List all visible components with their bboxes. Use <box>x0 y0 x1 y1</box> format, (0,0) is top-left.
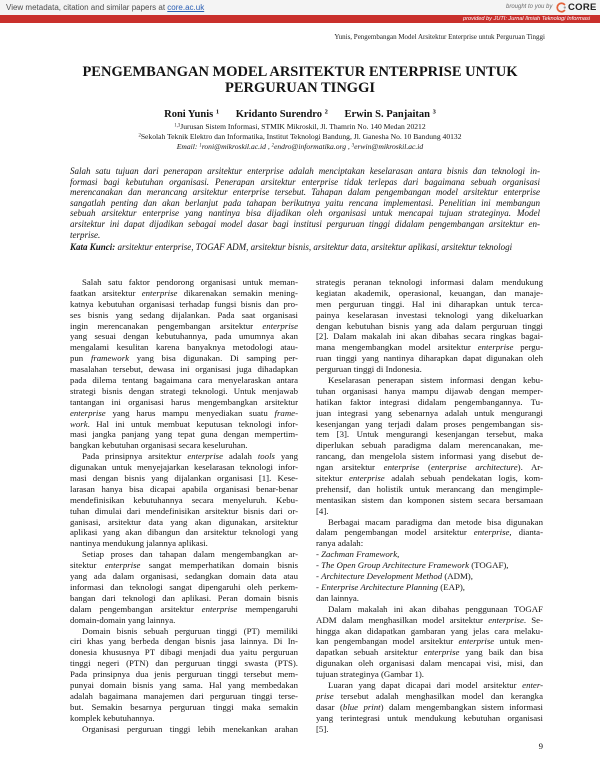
text-line: ADM dalam menghasilkan model arsitektur enterprise. Se- <box>316 614 543 625</box>
list-item: - Architecture Development Method (ADM), <box>316 571 473 582</box>
list-item: - Zachman Framework, <box>316 549 400 560</box>
paragraph <box>316 604 543 680</box>
paragraph <box>316 517 543 550</box>
core-logo-icon[interactable] <box>556 2 567 13</box>
abstract <box>70 166 540 240</box>
paragraph <box>70 626 298 724</box>
paper-title <box>0 64 600 96</box>
list-item: - The Open Group Architecture Framework (TOGAF), <box>316 560 509 571</box>
affiliation <box>0 122 600 132</box>
paragraph <box>316 375 543 517</box>
italic-term: enterprise <box>473 527 510 538</box>
author-name: Erwin S. Panjaitan <box>344 109 430 120</box>
provider-bar <box>0 15 600 23</box>
text-line: ciri khas yang berbeda dengan bisnis jasa lainnya. Di In- <box>70 636 298 647</box>
text-line: hatikan faktor integrasi didalam pengembangannya. Tu- <box>316 396 543 407</box>
abstract-line: sangatlah penting dan akan berlanjut pada tahapan berikutnya yaitu rencana implementasi. Penelitian ini membangun <box>70 197 540 208</box>
email-address: roni@mikroskil.ac.id <box>201 142 266 151</box>
text-line: men perguruan tinggi. Hal ini diharapkan untuk terca- <box>316 298 543 309</box>
text-line: dapatkan sebuah arsitektur enterprise yang baik dan bisa <box>316 647 543 658</box>
text-line: mana mengembangkan model arsitektur enterprise pergu- <box>316 342 543 353</box>
italic-term: Enterprise Architecture Planning <box>321 581 439 592</box>
text-line: dan lainnya. <box>316 592 359 603</box>
text-line: masi jangka panjang yang tepat guna dengan mempertim- <box>70 429 298 440</box>
text-line: Dalam makalah ini akan dibahas penggunaan TOGAF <box>328 603 543 614</box>
provider-text[interactable]: provided by JUTI: Jurnal Ilmiah Teknologi Informasi <box>463 16 590 22</box>
text-line: masalahan tersebut, dewasa ini organisasi juga dihadapkan <box>70 364 298 375</box>
email-mark: 1 <box>199 143 202 149</box>
text-line: bangkan kebutuhan organisasi secara keseluruhan. <box>70 440 248 451</box>
text-line: dasar (blue print) dalam mengembangkan sistem informasi <box>316 701 543 712</box>
italic-term: enterprise <box>349 473 385 484</box>
paragraph <box>316 593 543 604</box>
text-line: Berbagai macam paradigma dan metode bisa digunakan <box>328 516 543 527</box>
text-line: [2]. Dalam makalah ini akan dibahas secara ringkas bagai- <box>316 331 543 342</box>
author <box>236 109 328 120</box>
italic-term: prise <box>316 690 334 701</box>
text-line: informasi dan teknologi sangat dipengaruhi oleh perkem- <box>70 581 298 592</box>
text-line: [5]. <box>316 723 329 734</box>
abstract-line: merencanakan dan merancang arsitektur enterprise tersebut. Tahapan dalam pengembangan model arsitektur enterprise <box>70 187 540 198</box>
text-line: Luaran yang dapat dicapai dari model arsitektur enter- <box>328 679 543 690</box>
text-line: ingin merencanakan pengembangan arsitektur enterprise <box>70 320 298 331</box>
core-view-label: View metadata, citation and similar papers at <box>6 3 168 12</box>
text-line: Domain bisnis sebuah perguruan tinggi (PT) memiliki <box>82 625 298 636</box>
author <box>345 109 436 120</box>
affiliation-text: Sekolah Teknik Elektro dan Informatika, Institut Teknologi Bandung, Jl. Ganesha No. 10 Bandung 40132 <box>140 132 462 141</box>
affiliation <box>0 132 600 142</box>
text-line: Organisasi perguruan tinggi lebih menekankan arahan <box>82 723 298 734</box>
text-line: ganisasi, arsitektur data yang akan digunakan, arsitektur <box>70 516 298 527</box>
running-header: Yunis, Pengembangan Model Arsitektur Enterprise untuk Perguruan Tinggi <box>334 33 545 41</box>
email-address: endro@informatika.org <box>273 142 347 151</box>
paragraph <box>316 277 543 375</box>
italic-term: enterprise <box>141 287 178 298</box>
text-line: digunakan untuk menyejajarkan keselarasan teknologi infor- <box>70 462 298 473</box>
text-line: diperlukan sebuah paradigma dalam merencanakan, me- <box>316 440 543 451</box>
italic-term: work <box>70 418 88 429</box>
text-line: masi dengan bisnis yang dijalankan organisasi [1]. Kese- <box>70 473 298 484</box>
text-line: tuhan dimulai dari mendefinisikan arsitektur bisnis dari or- <box>70 505 298 516</box>
text-line: yang ada dalam organisasi, sedangkan domain data atau <box>70 571 298 582</box>
text-line: dalam pengembangan model arsitektur enterprise, dianta- <box>316 527 543 538</box>
italic-term: enterprise architecture <box>430 462 518 473</box>
text-line: tem [3]. Untuk mengurangi kesenjangan tersebut, maka <box>316 429 543 440</box>
italic-term: Zachman Framework <box>321 549 398 560</box>
italic-term: enterprise <box>488 614 524 625</box>
italic-term: enterprise <box>383 462 420 473</box>
text-line: punyai domain bisnis yang sama. Hal yang membedakan <box>70 679 298 690</box>
text-line: sitektur enterprise adalah sebuah pendekatan logis, kom- <box>316 473 543 484</box>
core-metadata-text <box>6 3 204 12</box>
core-banner <box>0 0 600 15</box>
core-logo[interactable]: CORE <box>568 2 597 13</box>
text-line: ses bisnis yang sedang dijalankan. Pada saat organisasi <box>70 309 298 320</box>
text-line: komplek kebutuhannya. <box>70 712 155 723</box>
title-line-2: PERGURUAN TINGGI <box>225 80 375 96</box>
text-line: Keselarasan penerapan sistem informasi dengan kebu- <box>328 375 543 386</box>
bullet-list <box>316 549 543 593</box>
paragraph <box>316 680 543 734</box>
email-mark: 2 <box>271 143 274 149</box>
abstract-line: arsitektur ini dapat dijadikan sebagai model dasar bagi institusi perguruan tinggi didalam pengembangan arsitektur en- <box>70 218 540 229</box>
paragraph <box>70 277 298 451</box>
author-affiliation-mark: 2 <box>324 108 328 116</box>
list-item: - Enterprise Architecture Planning (EAP), <box>316 581 465 592</box>
text-line: aplikasi yang akan dibangun dan arsitektur teknologi yang <box>70 527 298 538</box>
author-affiliation-mark: 3 <box>432 108 436 116</box>
author-list <box>0 109 600 121</box>
italic-term: enterprise <box>70 407 106 418</box>
author-name: Roni Yunis <box>164 109 214 120</box>
title-line-1: PENGEMBANGAN MODEL ARSITEKTUR ENTERPRISE UNTUK <box>82 64 518 80</box>
italic-term: enter- <box>522 679 543 690</box>
email-line <box>0 142 600 152</box>
author <box>164 109 219 120</box>
italic-term: enterprise <box>201 603 238 614</box>
email-mark: 3 <box>351 143 355 149</box>
text-line: rancang, dan mengelola sistem informasi yang disebut de- <box>316 451 543 462</box>
email-separator: , <box>346 142 352 151</box>
italic-term: Architecture Development Method <box>321 571 443 582</box>
text-line: larasan hanya bisa dicapai apabila organisasi benar-benar <box>70 483 298 494</box>
text-line: kegiatan akademik, operasional, keuangan, dan manaje- <box>316 287 543 298</box>
abstract-line: sebuah arsitektur enterprise yang nantinya bisa dijadikan oleh organisasi untuk mencapai tujuan strateginya. Model <box>70 208 540 219</box>
text-line: mendefinisikan kebutuhannya secara menyeluruh. Kebu- <box>70 494 298 505</box>
text-line: tantangan ini organisasi harus mengembangkan arsitektur <box>70 396 298 407</box>
text-line: perguruan tinggi di Indonesia. <box>316 364 422 375</box>
text-line: dalam pengembangan arsitektur enterprise mempengaruhi <box>70 603 298 614</box>
brought-to-you-label: brought to you by <box>506 4 553 10</box>
text-line: donesia khususnya PT dibagi menjadi dua yaitu perguruan <box>70 647 298 658</box>
paragraph <box>70 549 298 625</box>
author-affiliation-mark: 1 <box>215 108 220 116</box>
abstract-line: formasi bagi kebutuhan organisasi. Penerapan arsitektur enterprise tidak terlepas dari bagaimana sebuah organisasi <box>70 176 540 187</box>
text-line: but. Semakin besarnya perguruan tinggi maka semakin <box>70 701 298 712</box>
italic-term: enterprise <box>104 560 141 571</box>
italic-term: enterprise <box>187 451 223 462</box>
abstract-line: Salah satu tujuan dari penerapan arsitektur enterprise adalah menciptakan keselarasan antara bisnis dan teknologi in- <box>70 166 540 176</box>
italic-term: The Open Group Architecture Framework <box>321 560 470 571</box>
text-line: strategis peranan teknologi informasi dalam mendukung <box>316 277 543 287</box>
text-line: bangan dari teknologi dan aplikasi. Peran domain bisnis <box>70 592 298 603</box>
italic-term: tools <box>257 451 275 462</box>
italic-term: frame- <box>274 407 298 418</box>
text-line: pun framework yang bisa digunakan. Di samping per- <box>70 353 298 364</box>
text-line: Setiap proses dan tahapan dalam mengembangkan ar- <box>82 549 298 560</box>
text-line: mengalami kesulitan karena banyaknya metodologi atau- <box>70 342 298 353</box>
page-number: 9 <box>538 741 543 751</box>
email-address: erwin@mikroskil.ac.id <box>354 142 424 151</box>
text-line: prehensif, dan holistik untuk merancang dan mengimple- <box>316 483 543 494</box>
text-line: sitektur enterprise sangat memperhatikan domain bisnis <box>70 560 298 571</box>
text-line: kesenjangan yang terjadi dalam proses pengembangan sis- <box>316 418 543 429</box>
text-line: Pada prinsipnya arsitektur enterprise adalah tools yang <box>82 451 298 462</box>
text-line: ranya adalah: <box>316 538 364 549</box>
email-label: Email: <box>176 142 200 151</box>
italic-term: enterprise <box>458 636 495 647</box>
text-line: domain-domain yang lainnya. <box>70 614 176 625</box>
affiliation-mark: 2 <box>138 133 141 139</box>
text-line: kan pengembangan model arsitektur enterprise untuk men- <box>316 636 543 647</box>
affiliation-mark: 1,3 <box>174 123 181 129</box>
text-line: katnya kebutuhan organisasi terhadap fungsi bisnis dan pro- <box>70 298 298 309</box>
text-line: faatkan arsitektur enterprise dikarenakan semakin mening- <box>70 287 298 298</box>
italic-term: enterprise <box>423 647 460 658</box>
text-line: pada dilema tentang bagaimana cara menyelaraskan antara <box>70 375 298 386</box>
text-line: digunakan oleh organisasi dalam mencapai visi, misi, dan <box>316 658 543 669</box>
text-line: juan integrasi yang sebenarnya adalah untuk mengurangi <box>316 407 543 418</box>
text-line: [4]. <box>316 505 329 516</box>
abstract-line: terprise. <box>70 229 101 240</box>
text-line: tinggi negeri (PTN) dan perguruan tinggi swasta (PTS). <box>70 658 298 669</box>
text-line: enterprise yang harus mampu menyediakan suatu frame- <box>70 407 298 418</box>
text-line: yang sesuai dengan kebutuhannya, pada umumnya akan <box>70 331 298 342</box>
left-column <box>70 277 298 734</box>
text-line: work. Hal ini untuk membuat keputusan teknologi infor- <box>70 418 298 429</box>
text-line: dengan kebutuhan bisnis yang ada dalam perguruan tinggi <box>316 320 543 331</box>
keywords-text: arsitektur enterprise, TOGAF ADM, arsitektur bisnis, arsitektur data, arsitektur aplikasi, arsitektur teknologi <box>117 242 513 252</box>
text-line: prise tersebut adalah menghasilkan model dan kerangka <box>316 690 543 701</box>
right-column <box>316 277 543 734</box>
italic-term: blue print <box>342 701 381 712</box>
text-line: strategi bisnis dengan strategi teknologi. Untuk menjawab <box>70 385 298 396</box>
text-line: tujuan strateginya (Gambar 1). <box>316 669 424 680</box>
affiliation-text: Jurusan Sistem Informasi, STMIK Mikroskil, Jl. Thamrin No. 140 Medan 20212 <box>180 122 426 131</box>
author-name: Kridanto Surendro <box>235 109 323 120</box>
text-line: yang terintegrasi untuk mendukung kebutuhan organisasi <box>316 712 543 723</box>
italic-term: enterprise <box>477 342 514 353</box>
keywords-label: Kata Kunci: <box>70 242 118 252</box>
text-line: mentasikan sistem dan komponen sistem secara bersamaan <box>316 494 543 505</box>
paragraph <box>70 724 298 735</box>
text-line: Pada prinsipnya dua jenis perguruan tinggi tersebut mem- <box>70 669 298 680</box>
paragraph <box>70 451 298 549</box>
text-line: painya keselarasan investasi teknologi yang dikeluarkan <box>316 309 543 320</box>
text-line: Salah satu faktor pendorong organisasi untuk meman- <box>82 277 298 287</box>
text-line: ngan arsitektur enterprise (enterprise architecture). Ar- <box>316 462 543 473</box>
italic-term: framework <box>90 353 130 364</box>
email-separator: , <box>265 142 272 151</box>
text-line: ruan tinggi yang nantinya diharapkan dapat digunakan oleh <box>316 353 543 364</box>
text-line: tuhan organisasi hanya mampu dijawab dengan memper- <box>316 385 543 396</box>
italic-term: enterprise <box>262 320 298 331</box>
text-line: adalah bagaimana manajemen dari perguruan tinggi terse- <box>70 690 298 701</box>
core-link[interactable]: core.ac.uk <box>167 3 205 12</box>
text-line: nantinya mendukung jalannya aplikasi. <box>70 538 208 549</box>
text-line: hingga akan didapatkan gambaran yang jelas cara melaku- <box>316 625 543 636</box>
keywords <box>70 242 540 253</box>
